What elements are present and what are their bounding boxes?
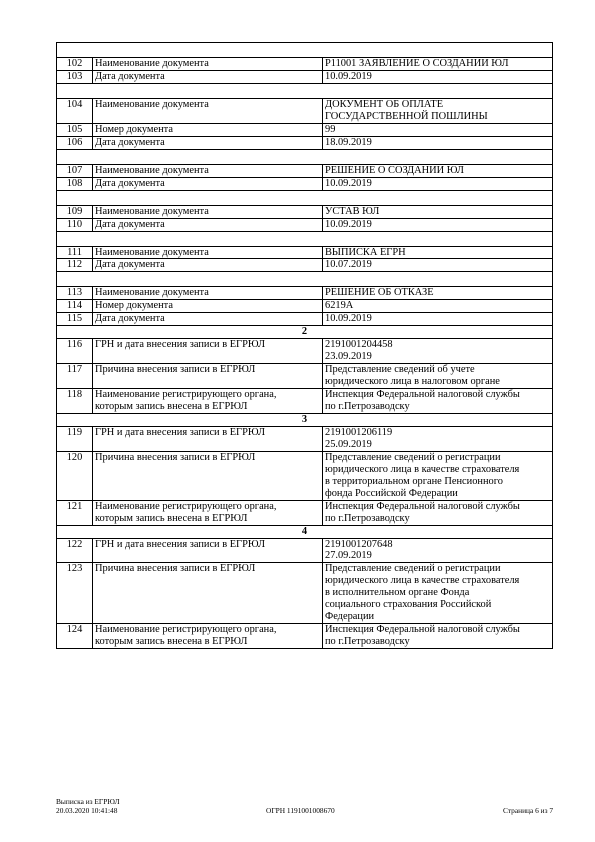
row-number: 122 [57, 538, 93, 563]
field-value: 2191001204458 23.09.2019 [323, 339, 553, 364]
row-number: 124 [57, 624, 93, 649]
row-number: 104 [57, 98, 93, 123]
row-number: 102 [57, 58, 93, 71]
field-label: Наименование регистрирующего органа, которым запись внесена в ЕГРЮЛ [93, 500, 323, 525]
section-number: 3 [57, 413, 553, 426]
table-row [57, 70, 553, 83]
row-number: 118 [57, 389, 93, 414]
table-row [57, 259, 553, 272]
table-row [57, 164, 553, 177]
field-label: Причина внесения записи в ЕГРЮЛ [93, 451, 323, 500]
field-value: РЕШЕНИЕ ОБ ОТКАЗЕ [323, 287, 553, 300]
field-label: Наименование документа [93, 287, 323, 300]
field-value: Представление сведений о регистрации юридического лица в качестве страхователя в исполнительном органе Фонда социального страхования Российской Федерации [323, 563, 553, 624]
table-spacer-row [57, 83, 553, 98]
field-value: Представление сведений об учете юридического лица в налоговом органе [323, 364, 553, 389]
table-row [57, 98, 553, 123]
field-label: Дата документа [93, 313, 323, 326]
field-value: 10.09.2019 [323, 177, 553, 190]
row-number: 103 [57, 70, 93, 83]
field-value: РЕШЕНИЕ О СОЗДАНИИ ЮЛ [323, 164, 553, 177]
row-number: 119 [57, 426, 93, 451]
row-number: 109 [57, 205, 93, 218]
egrul-table-body [57, 43, 553, 649]
row-number: 106 [57, 136, 93, 149]
footer-extract-info [56, 797, 120, 816]
row-number: 112 [57, 259, 93, 272]
spacer-cell [57, 43, 553, 58]
spacer-cell [57, 190, 553, 205]
section-number: 2 [57, 326, 553, 339]
field-label: Наименование документа [93, 164, 323, 177]
table-row [57, 218, 553, 231]
table-spacer-row [57, 190, 553, 205]
section-header-row [57, 525, 553, 538]
table-row [57, 300, 553, 313]
field-label: ГРН и дата внесения записи в ЕГРЮЛ [93, 339, 323, 364]
field-label: Наименование регистрирующего органа, которым запись внесена в ЕГРЮЛ [93, 389, 323, 414]
field-value: 99 [323, 123, 553, 136]
spacer-cell [57, 83, 553, 98]
row-number: 116 [57, 339, 93, 364]
field-label: Дата документа [93, 136, 323, 149]
field-label: Наименование документа [93, 58, 323, 71]
section-header-row [57, 413, 553, 426]
field-value: Р11001 ЗАЯВЛЕНИЕ О СОЗДАНИИ ЮЛ [323, 58, 553, 71]
section-header-row [57, 326, 553, 339]
row-number: 123 [57, 563, 93, 624]
field-label: Дата документа [93, 70, 323, 83]
field-label: Номер документа [93, 300, 323, 313]
row-number: 117 [57, 364, 93, 389]
field-value: ДОКУМЕНТ ОБ ОПЛАТЕ ГОСУДАРСТВЕННОЙ ПОШЛИНЫ [323, 98, 553, 123]
field-label: Наименование документа [93, 98, 323, 123]
table-row [57, 624, 553, 649]
field-label: Причина внесения записи в ЕГРЮЛ [93, 563, 323, 624]
table-spacer-row [57, 272, 553, 287]
section-number: 4 [57, 525, 553, 538]
table-row [57, 563, 553, 624]
row-number: 113 [57, 287, 93, 300]
table-row [57, 136, 553, 149]
field-label: Дата документа [93, 259, 323, 272]
table-spacer-row [57, 231, 553, 246]
field-value: ВЫПИСКА ЕГРН [323, 246, 553, 259]
field-label: Номер документа [93, 123, 323, 136]
field-value: 2191001207648 27.09.2019 [323, 538, 553, 563]
table-row [57, 364, 553, 389]
spacer-cell [57, 149, 553, 164]
field-value: Инспекция Федеральной налоговой службы по г.Петрозаводску [323, 500, 553, 525]
footer-ogrn: ОГРН 1191001008670 [266, 806, 335, 815]
table-row [57, 177, 553, 190]
field-label: Наименование регистрирующего органа, которым запись внесена в ЕГРЮЛ [93, 624, 323, 649]
footer-extract-datetime: 20.03.2020 10:41:48 [56, 806, 118, 816]
table-row [57, 451, 553, 500]
footer-page-number: Страница 6 из 7 [503, 806, 554, 815]
field-value: УСТАВ ЮЛ [323, 205, 553, 218]
field-label: Дата документа [93, 218, 323, 231]
field-value: 10.07.2019 [323, 259, 553, 272]
table-row [57, 246, 553, 259]
row-number: 115 [57, 313, 93, 326]
table-row [57, 58, 553, 71]
field-value: 10.09.2019 [323, 70, 553, 83]
field-value: 10.09.2019 [323, 218, 553, 231]
table-row [57, 389, 553, 414]
row-number: 108 [57, 177, 93, 190]
field-label: Причина внесения записи в ЕГРЮЛ [93, 364, 323, 389]
row-number: 111 [57, 246, 93, 259]
row-number: 110 [57, 218, 93, 231]
table-row [57, 426, 553, 451]
field-value: Представление сведений о регистрации юридического лица в качестве страхователя в территориальном органе Пенсионного фонда Российской Федерации [323, 451, 553, 500]
row-number: 121 [57, 500, 93, 525]
table-spacer-row [57, 43, 553, 58]
table-row [57, 313, 553, 326]
field-label: ГРН и дата внесения записи в ЕГРЮЛ [93, 426, 323, 451]
table-row [57, 500, 553, 525]
field-value: Инспекция Федеральной налоговой службы по г.Петрозаводску [323, 389, 553, 414]
field-value: 18.09.2019 [323, 136, 553, 149]
table-row [57, 205, 553, 218]
field-value: 10.09.2019 [323, 313, 553, 326]
row-number: 114 [57, 300, 93, 313]
table-row [57, 123, 553, 136]
field-label: Наименование документа [93, 205, 323, 218]
table-row [57, 339, 553, 364]
field-label: ГРН и дата внесения записи в ЕГРЮЛ [93, 538, 323, 563]
field-label: Наименование документа [93, 246, 323, 259]
footer-extract-title: Выписка из ЕГРЮЛ [56, 797, 120, 806]
field-label: Дата документа [93, 177, 323, 190]
spacer-cell [57, 231, 553, 246]
table-spacer-row [57, 149, 553, 164]
table-row [57, 538, 553, 563]
field-value: 6219А [323, 300, 553, 313]
row-number: 120 [57, 451, 93, 500]
field-value: 2191001206119 25.09.2019 [323, 426, 553, 451]
table-row [57, 287, 553, 300]
row-number: 105 [57, 123, 93, 136]
spacer-cell [57, 272, 553, 287]
field-value: Инспекция Федеральной налоговой службы по г.Петрозаводску [323, 624, 553, 649]
egrul-record-table [56, 42, 553, 649]
row-number: 107 [57, 164, 93, 177]
